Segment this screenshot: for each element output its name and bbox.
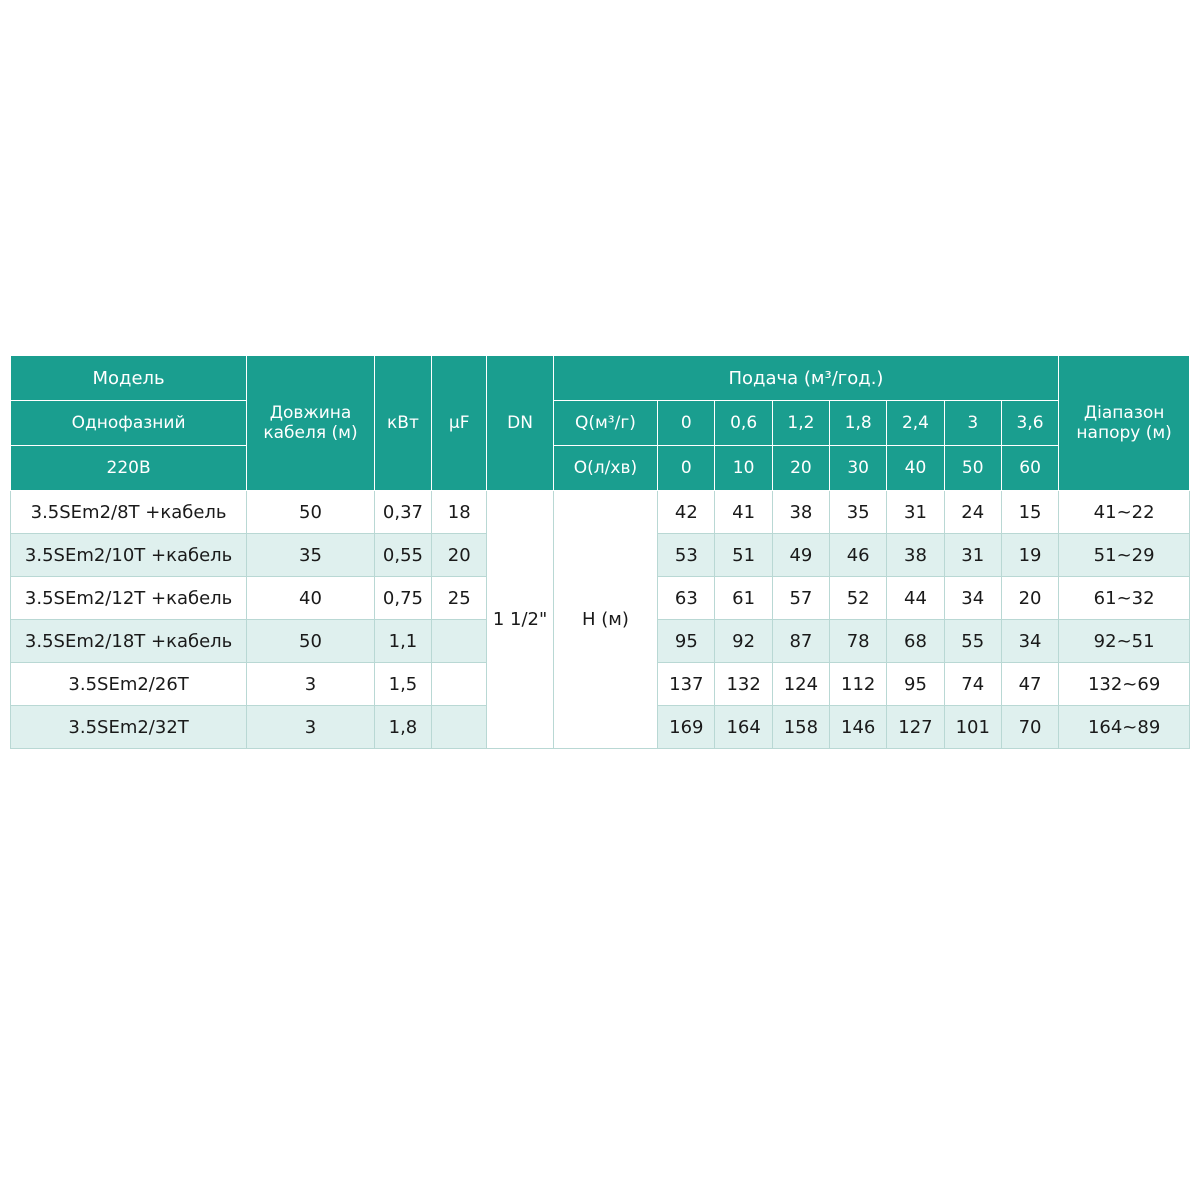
header-q-value-5: 3	[944, 401, 1001, 446]
cell-model: 3.5SEm2/12T +кабель	[11, 577, 247, 620]
cell-head-5: 55	[944, 620, 1001, 663]
header-model-single-phase: Однофазний	[11, 401, 247, 446]
cell-head-5: 31	[944, 534, 1001, 577]
cell-model: 3.5SEm2/10T +кабель	[11, 534, 247, 577]
cell-head-4: 31	[887, 491, 944, 534]
header-cable-length: Довжина кабеля (м)	[247, 356, 375, 491]
spec-table-wrapper	[10, 355, 1190, 749]
header-model-title: Модель	[11, 356, 247, 401]
cell-head-4: 44	[887, 577, 944, 620]
cell-head-2: 158	[772, 706, 829, 749]
cell-kw: 1,8	[374, 706, 431, 749]
cell-head-1: 61	[715, 577, 772, 620]
cell-head-1: 51	[715, 534, 772, 577]
header-q-value-6: 3,6	[1001, 401, 1058, 446]
cell-kw: 0,37	[374, 491, 431, 534]
cell-head-4: 68	[887, 620, 944, 663]
cell-model: 3.5SEm2/18T +кабель	[11, 620, 247, 663]
cell-cable: 40	[247, 577, 375, 620]
cell-kw: 0,55	[374, 534, 431, 577]
cell-cable: 3	[247, 663, 375, 706]
header-q-value-0: 0	[658, 401, 715, 446]
header-row-1	[11, 356, 1190, 401]
cell-head-2: 87	[772, 620, 829, 663]
header-o-value-5: 50	[944, 446, 1001, 491]
cell-head-3: 78	[830, 620, 887, 663]
header-head-range: Діапазон напору (м)	[1059, 356, 1190, 491]
cell-range: 92~51	[1059, 620, 1190, 663]
cell-head-6: 19	[1001, 534, 1058, 577]
table-header	[11, 356, 1190, 491]
cell-dn-value: 1 1/2"	[487, 491, 553, 749]
cell-model: 3.5SEm2/26T	[11, 663, 247, 706]
cell-head-0: 63	[658, 577, 715, 620]
cell-cable: 50	[247, 491, 375, 534]
cell-cable: 50	[247, 620, 375, 663]
cell-head-4: 95	[887, 663, 944, 706]
header-q-value-1: 0,6	[715, 401, 772, 446]
cell-uf: 20	[432, 534, 487, 577]
header-kw: кВт	[374, 356, 431, 491]
header-o-value-0: 0	[658, 446, 715, 491]
cell-head-0: 137	[658, 663, 715, 706]
header-flow-group: Подача (м³/год.)	[553, 356, 1059, 401]
cell-head-4: 127	[887, 706, 944, 749]
cell-head-2: 57	[772, 577, 829, 620]
cell-uf	[432, 663, 487, 706]
cell-head-3: 46	[830, 534, 887, 577]
header-uf: µF	[432, 356, 487, 491]
cell-cable: 3	[247, 706, 375, 749]
cell-head-6: 34	[1001, 620, 1058, 663]
cell-kw: 0,75	[374, 577, 431, 620]
cell-uf	[432, 620, 487, 663]
header-model-voltage: 220В	[11, 446, 247, 491]
cell-head-3: 35	[830, 491, 887, 534]
cell-head-3: 112	[830, 663, 887, 706]
cell-uf	[432, 706, 487, 749]
header-o-value-2: 20	[772, 446, 829, 491]
cell-uf: 18	[432, 491, 487, 534]
header-q-value-4: 2,4	[887, 401, 944, 446]
cell-head-5: 101	[944, 706, 1001, 749]
cell-head-6: 47	[1001, 663, 1058, 706]
cell-range: 51~29	[1059, 534, 1190, 577]
cell-head-3: 146	[830, 706, 887, 749]
cell-head-0: 53	[658, 534, 715, 577]
cell-kw: 1,5	[374, 663, 431, 706]
header-row-2	[11, 401, 1190, 446]
cell-range: 61~32	[1059, 577, 1190, 620]
cell-head-2: 124	[772, 663, 829, 706]
cell-model: 3.5SEm2/32T	[11, 706, 247, 749]
cell-head-1: 164	[715, 706, 772, 749]
cell-head-1: 41	[715, 491, 772, 534]
cell-head-1: 92	[715, 620, 772, 663]
header-o-value-6: 60	[1001, 446, 1058, 491]
table-body	[11, 491, 1190, 749]
cell-head-6: 20	[1001, 577, 1058, 620]
cell-head-2: 38	[772, 491, 829, 534]
cell-head-6: 70	[1001, 706, 1058, 749]
cell-head-6: 15	[1001, 491, 1058, 534]
cell-head-0: 42	[658, 491, 715, 534]
header-dn: DN	[487, 356, 553, 491]
cell-range: 164~89	[1059, 706, 1190, 749]
header-q-value-3: 1,8	[830, 401, 887, 446]
header-o-label: O(л/хв)	[553, 446, 658, 491]
header-o-value-4: 40	[887, 446, 944, 491]
pump-specification-table	[10, 355, 1190, 749]
header-o-value-1: 10	[715, 446, 772, 491]
header-o-value-3: 30	[830, 446, 887, 491]
cell-kw: 1,1	[374, 620, 431, 663]
cell-head-0: 169	[658, 706, 715, 749]
cell-head-5: 24	[944, 491, 1001, 534]
cell-head-5: 34	[944, 577, 1001, 620]
cell-head-3: 52	[830, 577, 887, 620]
cell-head-4: 38	[887, 534, 944, 577]
cell-head-2: 49	[772, 534, 829, 577]
header-q-value-2: 1,2	[772, 401, 829, 446]
cell-head-0: 95	[658, 620, 715, 663]
header-q-label: Q(м³/г)	[553, 401, 658, 446]
cell-head-1: 132	[715, 663, 772, 706]
cell-range: 41~22	[1059, 491, 1190, 534]
cell-cable: 35	[247, 534, 375, 577]
cell-model: 3.5SEm2/8T +кабель	[11, 491, 247, 534]
table-row	[11, 491, 1190, 534]
cell-uf: 25	[432, 577, 487, 620]
cell-range: 132~69	[1059, 663, 1190, 706]
cell-head-5: 74	[944, 663, 1001, 706]
cell-h-label: H (м)	[553, 491, 658, 749]
header-row-3	[11, 446, 1190, 491]
